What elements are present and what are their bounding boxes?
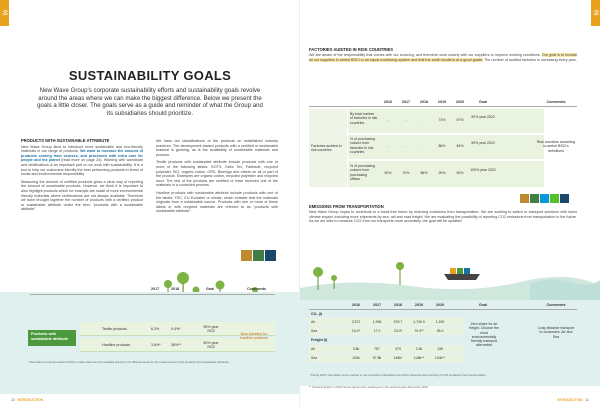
cell-value: - <box>405 144 407 148</box>
cell-value: - <box>423 144 425 148</box>
column-header: 2016 <box>351 303 361 307</box>
row-label: Sea <box>311 329 318 333</box>
cell-value: 16.0* <box>351 329 361 333</box>
cell-value: 148k* <box>393 356 403 360</box>
sdg-15-icon <box>550 194 559 203</box>
cell-value: 17.0 <box>373 329 381 333</box>
sdg-13-icon <box>253 250 264 261</box>
cell-value: 978.7 <box>393 320 403 324</box>
footnote: ** Products freight in 2019 has the figures from partial year in the period August-December 2019. <box>309 385 429 389</box>
sdg-17-icon <box>265 250 276 261</box>
column-header: Comments <box>546 100 566 104</box>
cell-value: 379 <box>395 347 401 351</box>
column-header: 2019 <box>437 100 447 104</box>
column-header: 2020 <box>435 303 445 307</box>
cell-value: 70% <box>402 171 410 175</box>
page-number: 10 <box>11 398 15 402</box>
divider <box>309 309 577 310</box>
table-group-label: Freight (t) <box>311 338 328 342</box>
cell-value: 3.6%* <box>151 343 161 347</box>
row-label: Air <box>311 320 316 324</box>
cell-value: 105k <box>352 356 360 360</box>
goal-value: 50% year 2022 <box>203 341 219 350</box>
footnote: * During 2019, New Wave Group started to use a transport calculation tool which influences the reporting of CO2 emissions from transportation. <box>309 373 487 377</box>
sdg-17-icon <box>560 194 569 203</box>
paragraph: Hardline products with sustainable attribute include products with one of the labels: FSC, EU Ecolabel or similar, which indicate that the materials originate from a sustainable source. Products with one or more of these labels or with recycled materials are referred to as "products with sustainable attribute". <box>156 190 278 214</box>
goal-value: 90% year 2022 <box>203 325 219 334</box>
column-header: Goal <box>478 100 488 104</box>
paragraph: New Wave Group hopes to contribute to a fossil-free future by reducing emissions from transportation. We are working to switch to transport solutions with lower climate impact, including more shipments by sea, rail and road freight. We are evaluating the possibility of reporting CO2 emissions from transportation in the future. As we are able to measure CO2 from our transports more accurately, the goal will be updated. <box>309 210 577 224</box>
column-header: Goal <box>206 287 215 291</box>
cell-value: 1,200 <box>435 320 445 324</box>
sdg-13-icon <box>530 194 539 203</box>
page-title: SUSTAINABILITY GOALS <box>68 68 232 83</box>
column-header: 2020 <box>455 100 465 104</box>
column-header: 2019 <box>414 303 424 307</box>
cell-value: 136 <box>437 347 443 351</box>
section-heading: EMISSIONS FROM TRANSPORTATION <box>309 204 384 209</box>
cell-value: 92% <box>456 171 464 175</box>
cell-value: 84% <box>456 144 464 148</box>
divider <box>30 294 275 295</box>
column-header: 2017 <box>151 287 160 291</box>
column-header: 2018 <box>419 100 429 104</box>
section-heading: FACTORIES AUDITED IN RISK COUNTRIES <box>309 47 393 52</box>
paragraph: We base our classifications of the products on established industry practices. The development toward products with a certified or sustainable material is growing, as is the availability of sustainable materials and process. <box>156 139 278 157</box>
page-footer <box>11 398 43 402</box>
goal-value: 100% year 2022 <box>470 168 496 172</box>
row-label: Textile products <box>102 327 127 331</box>
cell-value: 104k** <box>434 356 446 360</box>
intro-paragraph: New Wave Group's corporate sustainability efforts and sustainability goals revolve around the areas where we can make the biggest difference. Below we present the goals a little closer. The goals serve as a guide and reminder of what the Group and its subsidiaries should prioritize. <box>37 87 263 117</box>
cell-value: 1,996 <box>372 320 382 324</box>
cell-value: 2.5k <box>415 347 423 351</box>
table-group-label: Products with sustainable attribute <box>28 330 76 346</box>
column-header: Comments <box>247 287 267 291</box>
column-2 <box>156 139 278 217</box>
cell-value: 79.3** <box>414 329 424 333</box>
column-header: 2016 <box>383 100 393 104</box>
section-tab: 01 <box>0 0 9 26</box>
column-header: 2017 <box>401 100 411 104</box>
comment-text: Risk countries according to amfori BSCI's definitions <box>536 140 576 153</box>
cell-value: 86% <box>438 144 446 148</box>
column-1 <box>21 139 143 215</box>
row-label: Air <box>311 347 316 351</box>
cell-value: 97.8k <box>372 356 382 360</box>
right-page <box>300 0 600 407</box>
cell-value: 36%** <box>171 343 181 347</box>
highlighted-text: Our goal is to include all our suppliers in amfori BSCI or an equal monitoring system and that the audit results is at a good grade. <box>309 53 578 62</box>
section-heading: PRODUCTS WITH SUSTAINABLE ATTRIBUTE <box>21 138 110 143</box>
column-header: 2017 <box>372 303 382 307</box>
cell-value: 90% <box>438 171 446 175</box>
paragraph: New Wave Group aims to introduce more sustainable and eco-friendly materials in our range of products. We want to increase the amount of products coming from sources, and processes with extra care for people and the planet (read more on page 24). Working with worldwide and certifications is an important part of our work with sustainability. It is a tool to help our customers identify the best performing products in terms of social and environmental responsibility. <box>21 144 143 177</box>
comment-text: New baseline for hardline products <box>240 332 268 341</box>
column-header: Comments <box>546 303 566 307</box>
comment-text: Long distance transport to customers. Air and Sea <box>537 326 575 339</box>
cell-value: 74% <box>438 118 446 122</box>
row-label: Hardline products <box>102 343 131 347</box>
cell-value: 3.8k <box>352 347 360 351</box>
cell-value: 9.4%* <box>171 327 181 331</box>
transport-illustration <box>300 258 600 302</box>
highlighted-text: We want to increase the amount of products coming from sources, and processes with extra care for people and the planet <box>21 149 143 163</box>
cell-value: 86% <box>420 171 428 175</box>
table-group-label: CO₂ (t) <box>311 312 323 316</box>
goal-value: Zero share for air freight. Choose the most environmentally friendly transport alternative <box>469 322 499 348</box>
cell-value: 23.0* <box>393 329 403 333</box>
cell-value: 67% <box>456 118 464 122</box>
ship-icon <box>444 268 480 280</box>
column-header: Goal <box>478 303 488 307</box>
cell-value: 35.0 <box>436 329 444 333</box>
sdg-12-icon <box>241 250 252 261</box>
cell-value: 148k** <box>413 356 425 360</box>
sdg-14-icon <box>540 194 549 203</box>
footnote: * New Wave Group has started 2019 to collect data from the available brands in the different areas for the measurement of the products with sustainable attributes. <box>28 360 230 364</box>
cell-value: - <box>405 118 407 122</box>
cell-value: 1,749.9 <box>413 320 425 324</box>
row-label: % of purchasing volume from purchasing offices <box>350 164 376 181</box>
sdg-12-icon <box>520 194 529 203</box>
paragraph: Textile products with sustainable attribute include products with one or more of the following labels: GOTS, Oeko Tex, Fairtrade, recycled polyester, BCI, organic cotton, GRS, Bluesign and others on all or part of the product. Examples are organic cotton, recycled polyester and recycled wool. The rest of the products are certified or have received one of the materials in a controlled process. <box>156 160 278 188</box>
section-tab: 01 <box>591 0 600 26</box>
goal-value: 90% year 2022 <box>471 141 495 145</box>
footer-section: INTRODUCTION <box>17 398 43 402</box>
goal-value: 90% year 2022 <box>471 115 495 119</box>
paragraph: Measuring the amount of certified products gives a clear way of reporting the amount of sustainable products. However, we think it is important to also highlight products which for example are made of more environmental friendly materials where certifications are not always available. Therefore we have brought together the number of products with a certified product or sustainable attribute under the term "products with a sustainable attribute". <box>21 179 143 212</box>
cell-value: 6.2% <box>151 327 160 331</box>
page-number: 11 <box>585 398 589 402</box>
cell-value: 2,571 <box>351 320 361 324</box>
footer-section: INTRODUCTION <box>557 398 583 402</box>
row-label: Sea <box>311 356 318 360</box>
row-label: % of purchasing volume from factories in risk countries <box>350 137 376 154</box>
divider <box>309 106 577 107</box>
paragraph: We are aware of the responsibility that comes with our sourcing, and therefore work closely with our suppliers to improve working conditions. Our goal is to include all our suppliers in amfori BSCI or an equal monitoring system and that the audit results is at a good grade. The number of audited factories is increasing every year. <box>309 53 578 62</box>
page-footer <box>557 398 589 402</box>
cell-value: 787 <box>374 347 380 351</box>
cell-value: - <box>387 144 389 148</box>
column-header: 2018 <box>393 303 403 307</box>
column-header: 2018 <box>171 287 180 291</box>
cell-value: 52% <box>384 171 392 175</box>
cell-value: - <box>423 118 425 122</box>
table-group-label: Factories audited in risk countries <box>311 144 342 153</box>
row-label: By total number of factories in risk countries <box>350 112 378 125</box>
cell-value: - <box>387 118 389 122</box>
